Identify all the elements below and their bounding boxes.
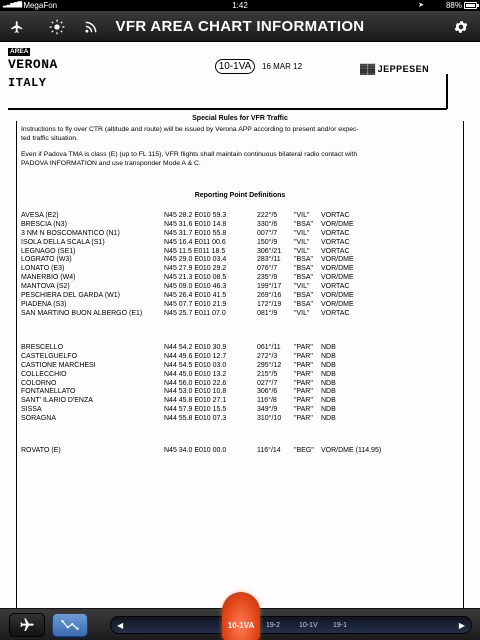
point-radial: 116°/8 <box>257 397 277 405</box>
brand-logo <box>360 64 429 75</box>
point-navaid-type: VORTAC <box>321 229 350 237</box>
point-station: "BSA" <box>294 292 313 300</box>
point-station: "PAR" <box>294 344 313 351</box>
point-coordinates: N45 21.3 E010 08.5 <box>164 274 227 282</box>
signal-strength-icon: ▂▃▅▆▇ <box>3 2 22 8</box>
reporting-points-title: Reporting Point Definitions <box>194 192 286 199</box>
strip-left-arrow-icon[interactable]: ◀ <box>117 621 124 630</box>
point-radial: 306°/6 <box>257 388 278 396</box>
special-rules-para-2 <box>21 150 441 169</box>
point-radial: 215°/5 <box>257 370 278 378</box>
point-station: "PAR" <box>294 415 313 423</box>
point-coordinates: N45 25.7 E011 07.0 <box>164 309 226 317</box>
point-radial: 295°/12 <box>257 361 282 369</box>
chart-document[interactable] <box>0 42 480 608</box>
point-navaid-type: NDB <box>321 370 336 378</box>
point-coordinates: N44 49.6 E010 12.7 <box>164 352 227 360</box>
point-coordinates: N45 29.0 E010 03.4 <box>164 256 227 264</box>
point-radial: 222°/5 <box>257 212 278 219</box>
point-coordinates: N45 34.0 E010 00.0 <box>164 447 227 454</box>
strip-right-arrow-icon[interactable]: ▶ <box>458 621 465 630</box>
header-divider-vertical <box>446 74 448 109</box>
point-navaid-type: NDB <box>321 397 336 405</box>
para-line: ted traffic situation. <box>21 135 78 143</box>
point-name: BRESCELLO <box>21 344 64 351</box>
point-coordinates: N44 55.8 E010 07.3 <box>164 415 227 423</box>
point-navaid-type: VORTAC <box>321 238 350 246</box>
point-name: SISSA <box>21 406 42 414</box>
point-station: "BSA" <box>294 220 313 228</box>
chart-place: VERONA <box>8 57 58 72</box>
chart-tab-strip[interactable] <box>110 616 472 634</box>
point-navaid-type: VORTAC <box>321 247 350 255</box>
tab-chart[interactable]: 10-1V <box>299 622 318 629</box>
point-station: "VIL" <box>294 247 310 255</box>
point-navaid-type: NDB <box>321 352 336 360</box>
active-tab-indicator[interactable] <box>222 592 260 640</box>
point-name: FONTANELLATO <box>21 388 76 396</box>
point-name: PIADENA (S3) <box>21 300 67 308</box>
point-radial: 283°/11 <box>257 256 281 264</box>
point-navaid-type: NDB <box>321 379 336 387</box>
point-name: SAN MARTINO BUON ALBERGO (E1) <box>21 309 143 317</box>
tab-chart[interactable]: 19-2 <box>266 622 281 629</box>
route-icon <box>61 618 79 632</box>
point-station: "VIL" <box>294 283 310 291</box>
clock: 1:42 <box>232 1 248 10</box>
point-coordinates: N44 45.8 E010 27.1 <box>164 397 227 405</box>
point-navaid-type: NDB <box>321 388 336 396</box>
battery-icon <box>464 2 477 9</box>
point-navaid-type: VOR/DME <box>321 292 354 300</box>
point-name: 3 NM N BOSCOMANTICO (N1) <box>21 229 120 237</box>
point-radial: 081°/9 <box>257 309 278 317</box>
point-name: LEGNAGO (SE1) <box>21 247 76 255</box>
point-radial: 310°/10 <box>257 415 282 423</box>
point-name: LOGRATO (W3) <box>21 256 72 264</box>
point-name: COLORNO <box>21 379 57 387</box>
point-name: MANERBIO (W4) <box>21 274 76 282</box>
special-rules-title: Special Rules for VFR Traffic <box>192 115 288 122</box>
page-title: VFR AREA CHART INFORMATION <box>115 18 365 35</box>
para-line: Instructions to fly over CTR (altitude and route) will be issued by Verona APP according to present and/or expec- <box>21 126 359 133</box>
point-station: "PAR" <box>294 370 313 378</box>
point-coordinates: N44 54.2 E010 30.9 <box>164 344 227 351</box>
point-name: CASTIONE MARCHESI <box>21 361 96 369</box>
point-navaid-type: VORTAC <box>321 212 350 219</box>
point-name: LONATO (E3) <box>21 265 65 273</box>
point-coordinates: N45 28.2 E010 59.3 <box>164 212 227 219</box>
point-name: ISOLA DELLA SCALA (S1) <box>21 238 105 246</box>
point-station: "VIL" <box>294 309 310 317</box>
point-coordinates: N44 57.9 E010 15.5 <box>164 406 227 414</box>
point-navaid-type: NDB <box>321 406 336 414</box>
point-station: "PAR" <box>294 397 313 405</box>
carrier-name: MegaFon <box>23 1 58 10</box>
route-button[interactable] <box>52 613 88 637</box>
chart-country: ITALY <box>8 76 47 90</box>
point-name: CASTELGUELFO <box>21 352 78 360</box>
location-arrow-icon: ➤ <box>418 2 424 9</box>
point-radial: 306°/21 <box>257 247 282 255</box>
point-name: SANT' ILARIO D'ENZA <box>21 397 93 405</box>
point-station: "BEG" <box>294 447 314 454</box>
point-name: COLLECCHIO <box>21 370 67 378</box>
point-navaid-type: NDB <box>321 415 336 423</box>
point-radial: 330°/6 <box>257 220 278 228</box>
point-coordinates: N45 27.9 E010 29.2 <box>164 265 227 273</box>
point-coordinates: N44 45.0 E010 13.2 <box>164 370 227 378</box>
point-radial: 076°/7 <box>257 265 278 273</box>
point-navaid-type: VOR/DME <box>321 220 354 228</box>
point-radial: 272°/3 <box>257 352 278 360</box>
point-coordinates: N44 54.5 E010 03.0 <box>164 361 227 369</box>
point-navaid-type: VOR/DME <box>321 265 354 273</box>
point-radial: 007°/7 <box>257 229 278 237</box>
point-radial: 269°/16 <box>257 292 282 300</box>
point-radial: 027°/7 <box>257 379 278 387</box>
point-radial: 172°/19 <box>257 300 282 308</box>
point-coordinates: N45 11.5 E011 18.5 <box>164 247 226 255</box>
point-name: AVESA (E2) <box>21 212 59 219</box>
point-coordinates: N45 07.7 E010 21.9 <box>164 300 227 308</box>
point-navaid-type: VOR/DME (114.95) <box>321 447 382 454</box>
point-radial: 116°/14 <box>257 447 281 454</box>
para-line: PADOVA INFORMATION and use transponder Mode A & C. <box>21 160 201 168</box>
point-coordinates: N45 16.4 E011 00.6 <box>164 238 226 246</box>
point-navaid-type: VORTAC <box>321 309 350 317</box>
point-coordinates: N45 26.4 E010 41.5 <box>164 292 227 300</box>
point-station: "BSA" <box>294 265 313 273</box>
chart-date: 16 MAR 12 <box>262 62 303 71</box>
point-station: "BSA" <box>294 300 313 308</box>
point-radial: 349°/9 <box>257 406 278 414</box>
chart-number: 10-1VA <box>215 59 255 74</box>
point-radial: 061°/11 <box>257 344 281 351</box>
airplane-button[interactable] <box>9 613 45 637</box>
point-name: MANTOVA (S2) <box>21 283 70 291</box>
header-divider <box>8 108 447 110</box>
active-tab-label[interactable]: 10-1VA <box>227 621 255 630</box>
point-radial: 150°/9 <box>257 238 278 246</box>
point-radial: 235°/9 <box>257 274 278 282</box>
point-station: "PAR" <box>294 379 313 387</box>
point-name: SORAGNA <box>21 415 57 423</box>
special-rules-para-1 <box>21 125 441 144</box>
point-name: ROVATO (E) <box>21 447 61 454</box>
point-station: "PAR" <box>294 388 313 396</box>
point-radial: 199°/17 <box>257 283 282 291</box>
airplane-icon <box>19 617 35 633</box>
point-name: PESCHIERA DEL GARDA (W1) <box>21 292 120 300</box>
point-name: BRESCIA (N3) <box>21 220 67 228</box>
point-coordinates: N45 09.0 E010 46.3 <box>164 283 227 291</box>
title-bar <box>0 11 480 42</box>
point-station: "PAR" <box>294 361 313 369</box>
point-station: "BSA" <box>294 256 313 264</box>
point-station: "PAR" <box>294 352 313 360</box>
battery-percent: 88% <box>445 1 462 10</box>
tab-chart[interactable]: 19-1 <box>333 622 348 629</box>
point-station: "VIL" <box>294 229 310 237</box>
point-station: "PAR" <box>294 406 313 414</box>
point-navaid-type: VORTAC <box>321 283 350 291</box>
brand-name: JEPPESEN <box>377 64 430 74</box>
area-tag: AREA <box>10 48 29 55</box>
point-navaid-type: NDB <box>321 361 336 369</box>
gear-icon[interactable] <box>450 16 472 38</box>
point-station: "BSA" <box>294 274 313 282</box>
point-station: "VIL" <box>294 238 310 246</box>
point-navaid-type: VOR/DME <box>321 256 354 264</box>
jeppesen-mark-icon: ▓▓ <box>360 64 376 75</box>
status-bar <box>0 0 480 11</box>
para-line: Even if Padova TMA is class (E) (up to FL 115), VFR flights shall maintain continuous bilateral radio contact with <box>21 151 358 158</box>
point-coordinates: N45 31.7 E010 55.8 <box>164 229 227 237</box>
point-coordinates: N44 56.0 E010 22.6 <box>164 379 227 387</box>
point-coordinates: N45 31.6 E010 14.8 <box>164 220 227 228</box>
point-navaid-type: VOR/DME <box>321 300 354 308</box>
point-navaid-type: VOR/DME <box>321 274 354 282</box>
point-coordinates: N44 53.0 E010 10.8 <box>164 388 227 396</box>
point-navaid-type: NDB <box>321 344 336 351</box>
point-station: "VIL" <box>294 212 310 219</box>
